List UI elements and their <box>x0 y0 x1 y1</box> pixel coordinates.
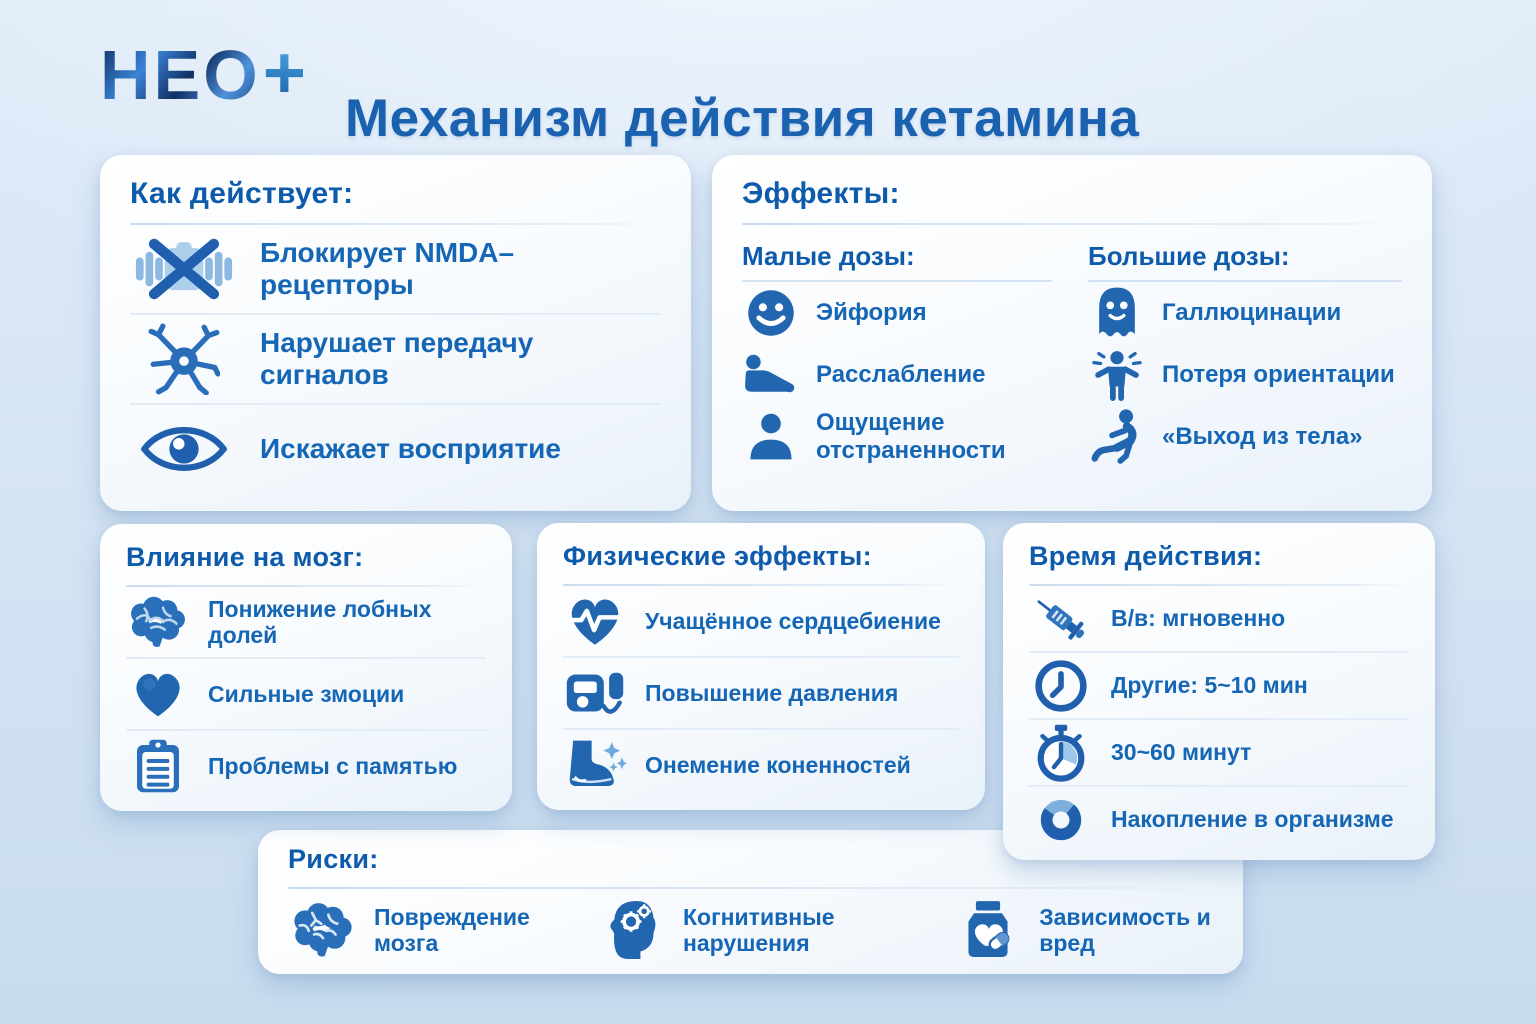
item-label: Другие: 5~10 мин <box>1111 672 1308 699</box>
column-small-doses <box>742 233 1052 468</box>
item-label: Онемение коненностей <box>645 751 911 778</box>
list-item <box>563 586 959 656</box>
blood-pressure-icon <box>563 665 627 721</box>
item-label: Ощущение отстраненности <box>816 409 1006 464</box>
clock-icon <box>1029 659 1093 713</box>
card-brain-influence <box>100 524 512 811</box>
card-title: Эффекты: <box>742 177 900 210</box>
header-rule <box>742 223 1402 225</box>
card-title: Физические эффекты: <box>563 541 872 571</box>
card-effects <box>712 155 1432 511</box>
neo-logo <box>100 31 306 114</box>
item-label: В/в: мгновенно <box>1111 605 1286 632</box>
list-item <box>288 901 542 959</box>
brain-icon <box>126 595 190 649</box>
column-large-doses <box>1088 233 1402 468</box>
item-label: Блокирует NMDA–рецепторы <box>260 236 515 300</box>
item-label: Когнитивные нарушения <box>682 903 835 956</box>
syringe-icon <box>1029 590 1093 648</box>
item-label: Повреждение мозга <box>374 903 530 956</box>
item-label: Проблемы с памятью <box>208 752 458 779</box>
item-label: Расслабление <box>816 361 986 389</box>
smiley-icon <box>742 287 800 339</box>
header-rule <box>288 887 1213 889</box>
list-item <box>126 729 486 801</box>
stopwatch-icon <box>1029 723 1093 783</box>
card-title: Влияние на мозг: <box>126 542 364 572</box>
item-label: Эйфория <box>816 299 927 327</box>
list-item <box>126 657 486 729</box>
list-item <box>563 728 959 800</box>
list-item <box>126 587 486 657</box>
card-title: Время действия: <box>1029 541 1263 571</box>
item-label: Потеря ориентации <box>1162 361 1395 389</box>
heartbeat-icon <box>563 593 627 649</box>
item-label: Нарушает передачу сигналов <box>260 326 534 390</box>
eye-icon <box>130 421 238 477</box>
item-label: «Выход из тела» <box>1162 423 1363 451</box>
item-label: Зависимость и вред <box>1039 903 1211 956</box>
item-label: Накопление в организме <box>1111 806 1394 833</box>
list-item <box>1088 406 1402 468</box>
list-item <box>953 899 1213 961</box>
clipboard-icon <box>126 738 190 794</box>
logo-text: НЕО <box>100 36 261 114</box>
card-title: Риски: <box>288 844 379 874</box>
column-title: Большие дозы: <box>1088 241 1290 271</box>
list-item <box>1029 785 1409 852</box>
list-item <box>742 282 1052 344</box>
list-item <box>597 899 898 961</box>
item-label: 30~60 минут <box>1111 739 1252 766</box>
person-icon <box>742 411 800 463</box>
item-label: Сильные змоции <box>208 680 405 707</box>
blocked-receptor-icon <box>130 234 238 304</box>
reclining-person-icon <box>742 351 800 399</box>
list-item <box>1029 718 1409 785</box>
item-label: Учащённое сердцебиение <box>645 607 941 634</box>
heart-icon <box>126 669 190 719</box>
donut-chart-icon <box>1029 794 1093 846</box>
item-label: Понижение лобных долей <box>208 595 432 648</box>
column-title: Малые дозы: <box>742 241 915 271</box>
item-label: Галлюцинации <box>1162 299 1342 327</box>
list-item <box>742 406 1052 468</box>
logo-plus-icon: + <box>262 31 306 114</box>
page-title: Механизм действия кетамина <box>345 88 1140 148</box>
disoriented-person-icon <box>1088 348 1146 402</box>
list-item <box>130 313 661 403</box>
card-physical-effects <box>537 523 985 810</box>
numb-foot-icon <box>563 737 627 793</box>
item-label: Повышение давления <box>645 679 899 706</box>
damaged-brain-icon <box>288 901 358 959</box>
ghost-icon <box>1088 285 1146 341</box>
neuron-icon <box>130 323 238 395</box>
card-title: Как действует: <box>130 177 354 210</box>
floating-person-icon <box>1088 408 1146 466</box>
cognitive-head-icon <box>597 899 667 961</box>
card-how-it-works <box>100 155 691 511</box>
list-item <box>130 225 661 313</box>
list-item <box>130 403 661 493</box>
list-item <box>742 344 1052 406</box>
pill-bottle-icon <box>953 899 1023 961</box>
list-item <box>1029 586 1409 651</box>
item-label: Искажает восприятие <box>260 432 561 464</box>
list-item <box>1029 651 1409 718</box>
list-item <box>1088 282 1402 344</box>
list-item <box>1088 344 1402 406</box>
card-duration <box>1003 523 1435 860</box>
list-item <box>563 656 959 728</box>
